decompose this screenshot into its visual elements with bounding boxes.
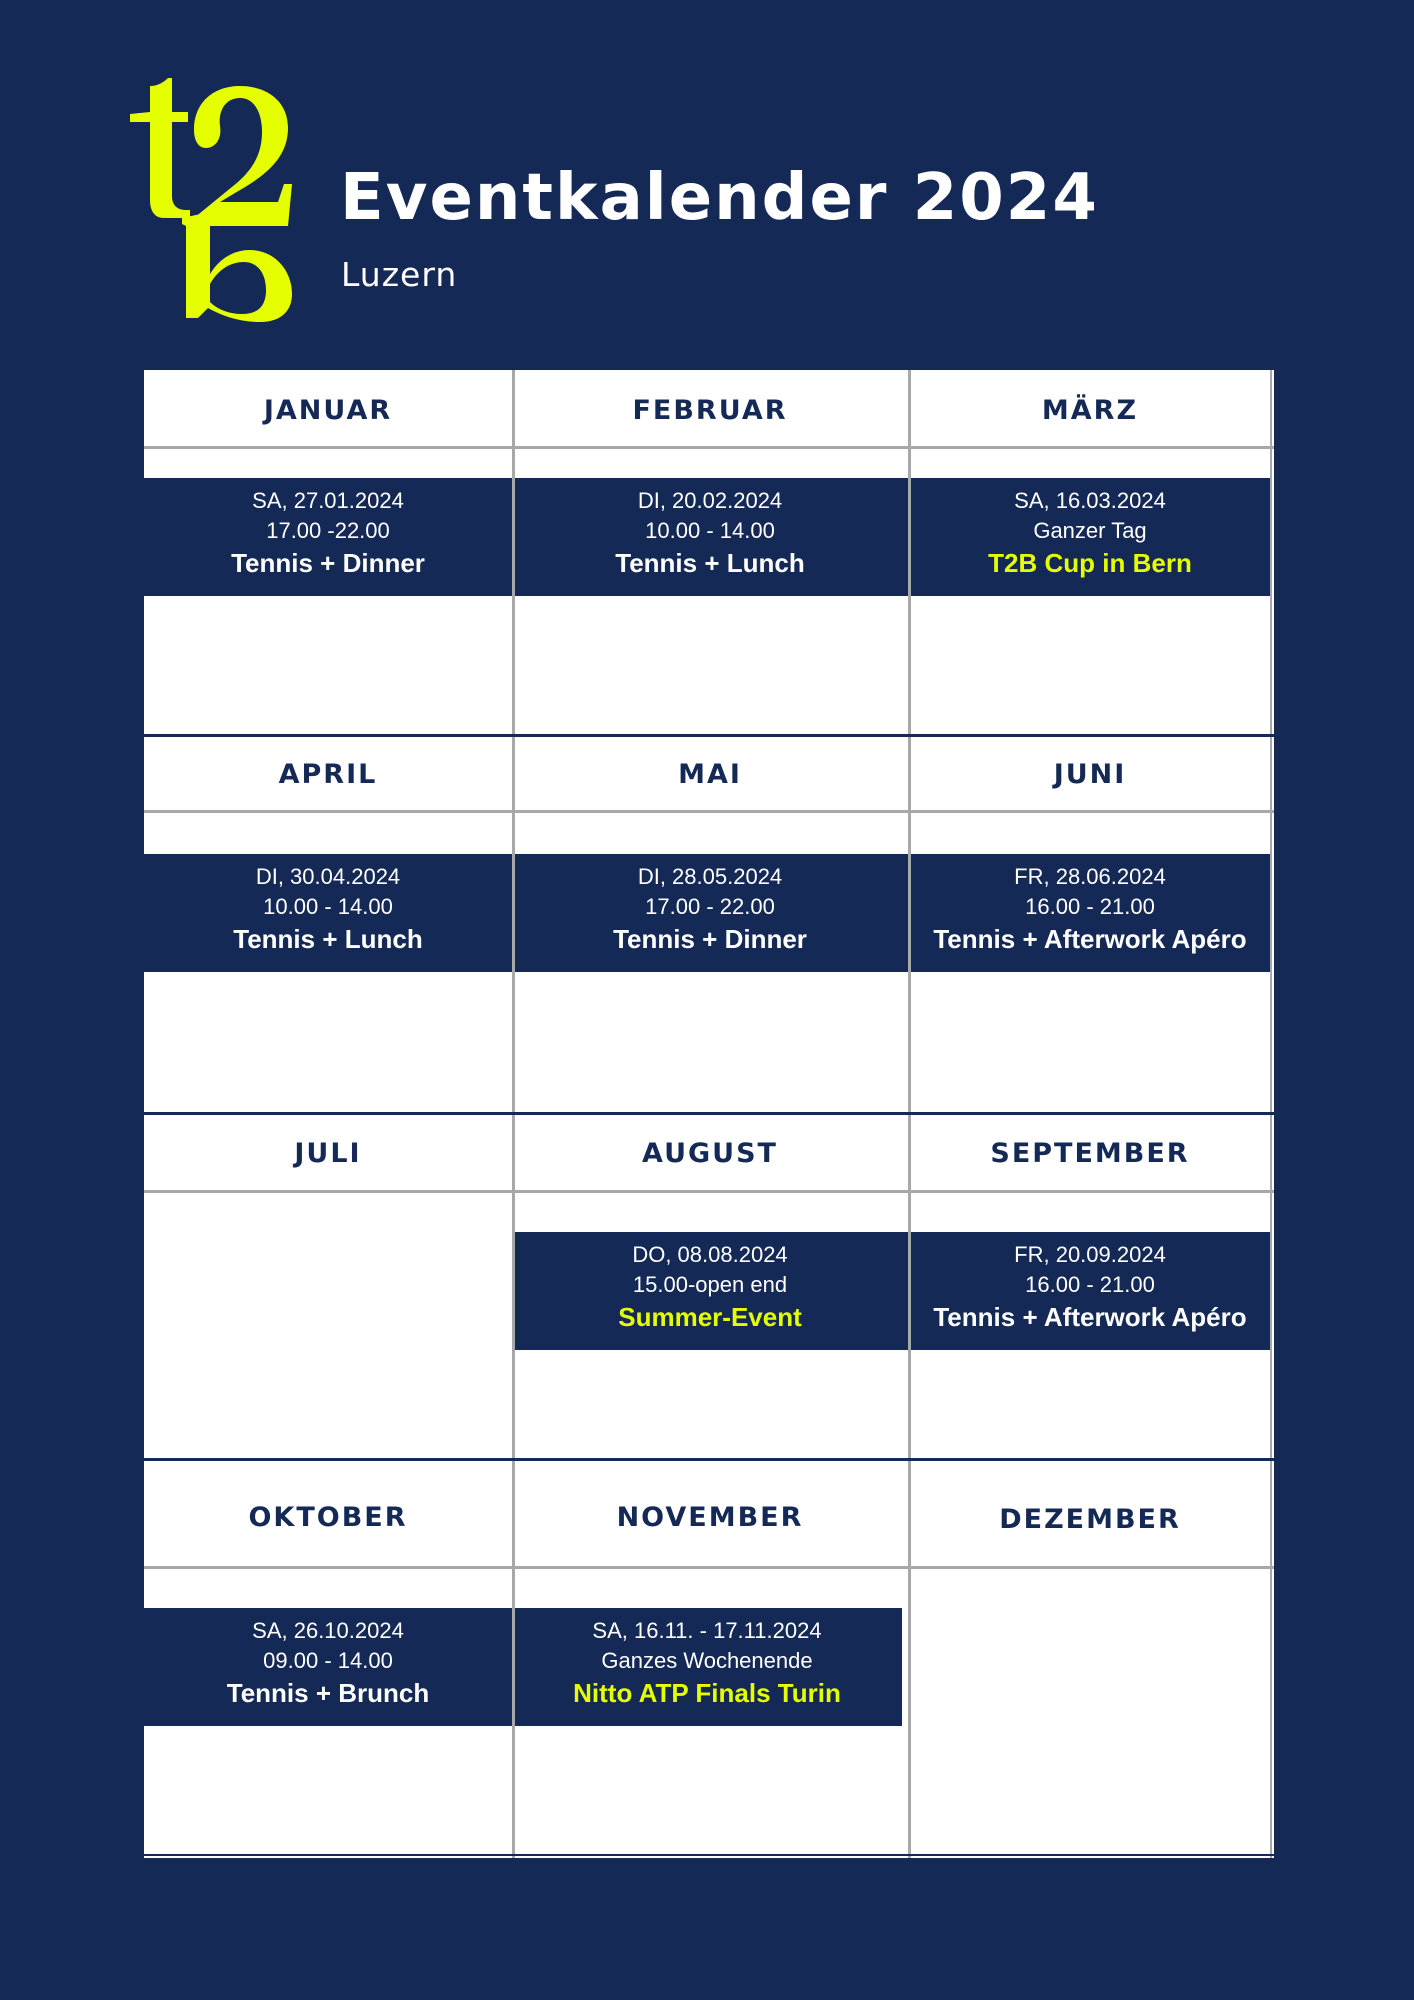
event-title: Tennis + Brunch xyxy=(226,1678,430,1708)
month-label: MAI xyxy=(678,759,742,790)
event-block xyxy=(512,854,908,972)
event-title: Tennis + Dinner xyxy=(613,924,807,954)
event-date: SA, 27.01.2024 xyxy=(252,488,404,513)
month-label: SEPTEMBER xyxy=(990,1138,1190,1169)
month-cell-august xyxy=(512,1114,908,1460)
event-time: 17.00 - 22.00 xyxy=(645,894,775,919)
event-block xyxy=(144,1608,512,1726)
event-time: 10.00 - 14.00 xyxy=(263,894,393,919)
month-cell-dezember xyxy=(908,1460,1272,1858)
month-cell-november xyxy=(512,1460,908,1858)
event-title: Tennis + Dinner xyxy=(231,548,425,578)
month-label: NOVEMBER xyxy=(616,1502,804,1533)
event-date: SA, 16.11. - 17.11.2024 xyxy=(592,1618,822,1643)
month-cell-mai xyxy=(512,736,908,1114)
event-time: 10.00 - 14.00 xyxy=(645,518,775,543)
event-block xyxy=(908,1232,1272,1350)
month-header-underline xyxy=(144,810,1274,813)
event-title: Tennis + Afterwork Apéro xyxy=(933,1302,1247,1332)
month-cell-maerz xyxy=(908,370,1272,736)
event-date: DI, 20.02.2024 xyxy=(637,488,783,513)
event-date: DI, 28.05.2024 xyxy=(637,864,783,889)
event-title: Tennis + Afterwork Apéro xyxy=(933,924,1247,954)
event-block xyxy=(512,1608,902,1726)
month-label: JUNI xyxy=(1053,759,1127,790)
month-label: OKTOBER xyxy=(248,1502,408,1533)
event-date: DI, 30.04.2024 xyxy=(255,864,401,889)
event-block xyxy=(908,478,1272,596)
month-label: FEBRUAR xyxy=(632,395,788,426)
month-cell-april xyxy=(144,736,512,1114)
event-time: 16.00 - 21.00 xyxy=(1025,894,1155,919)
event-date: FR, 28.06.2024 xyxy=(1014,864,1166,889)
month-header-underline xyxy=(144,1566,1274,1569)
event-title: Nitto ATP Finals Turin xyxy=(573,1678,841,1708)
event-calendar-grid xyxy=(144,370,1274,1858)
event-block xyxy=(144,854,512,972)
event-title: Summer-Event xyxy=(618,1302,802,1332)
event-date: SA, 16.03.2024 xyxy=(1014,488,1166,513)
month-label: DEZEMBER xyxy=(999,1504,1181,1535)
month-cell-oktober xyxy=(144,1460,512,1858)
month-cell-september xyxy=(908,1114,1272,1460)
event-time: Ganzes Wochenende xyxy=(601,1648,813,1673)
month-label: AUGUST xyxy=(642,1138,778,1169)
event-block xyxy=(144,478,512,596)
event-block xyxy=(908,854,1272,972)
event-date: SA, 26.10.2024 xyxy=(252,1618,404,1643)
event-time: 15.00-open end xyxy=(632,1272,788,1297)
row-divider xyxy=(144,1458,1274,1461)
row-divider xyxy=(144,734,1274,737)
event-block xyxy=(512,1232,908,1350)
event-time: 16.00 - 21.00 xyxy=(1025,1272,1155,1297)
event-block xyxy=(512,478,908,596)
grid-border-bottom xyxy=(144,1854,1274,1856)
event-title: Tennis + Lunch xyxy=(233,924,423,954)
month-label: JANUAR xyxy=(263,395,393,426)
month-cell-januar xyxy=(144,370,512,736)
event-time: Ganzer Tag xyxy=(1033,518,1147,543)
event-date: DO, 08.08.2024 xyxy=(632,1242,788,1267)
month-cell-februar xyxy=(512,370,908,736)
month-header-underline xyxy=(144,446,1274,449)
month-label: MÄRZ xyxy=(1041,395,1139,426)
page-title: Eventkalender 2024 xyxy=(340,161,1099,235)
month-label: APRIL xyxy=(278,759,378,790)
event-time: 17.00 -22.00 xyxy=(266,518,390,543)
event-title: T2B Cup in Bern xyxy=(988,548,1192,578)
event-time: 09.00 - 14.00 xyxy=(263,1648,393,1673)
event-date: FR, 20.09.2024 xyxy=(1014,1242,1166,1267)
row-divider xyxy=(144,1112,1274,1115)
month-cell-juni xyxy=(908,736,1272,1114)
event-title: Tennis + Lunch xyxy=(615,548,805,578)
month-label: JULI xyxy=(294,1138,362,1169)
month-header-underline xyxy=(144,1190,1274,1193)
t2b-logo xyxy=(128,78,296,322)
location-subtitle: Luzern xyxy=(341,255,458,294)
month-cell-juli xyxy=(144,1114,512,1460)
